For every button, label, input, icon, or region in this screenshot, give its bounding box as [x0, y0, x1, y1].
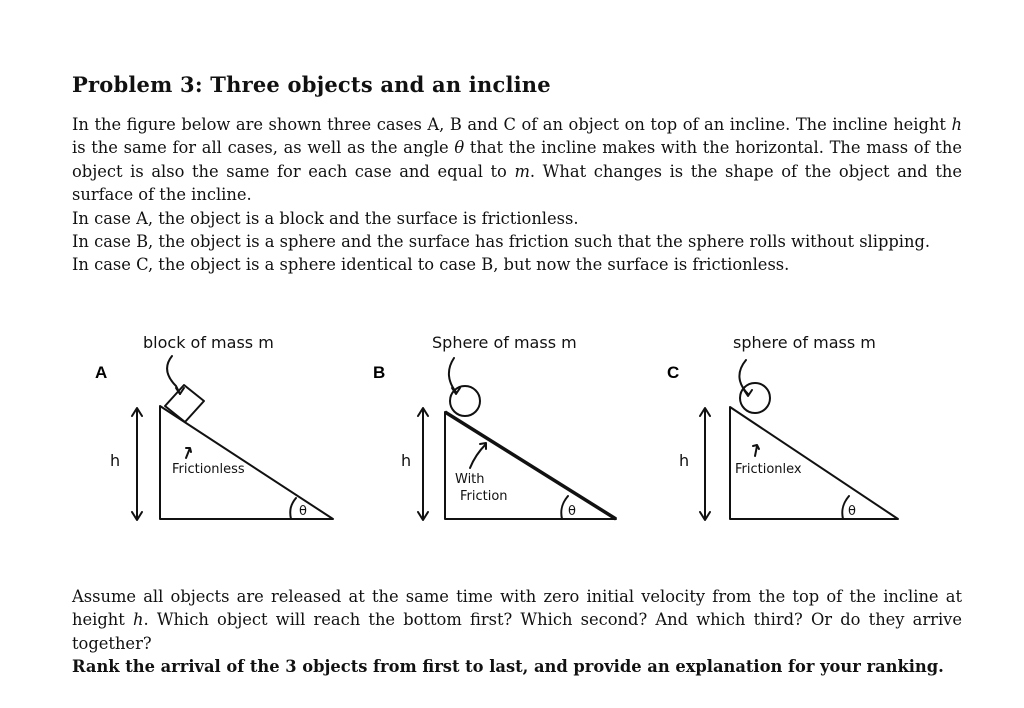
case-a-surface-pointer: [186, 448, 191, 458]
case-a-angle-label: θ: [299, 504, 307, 519]
question-var-h: h: [132, 610, 144, 630]
case-b-angle-label: θ: [568, 504, 576, 519]
case-a-letter: A: [95, 363, 108, 382]
case-a-object-pointer: [167, 356, 180, 394]
intro-var-h: h: [951, 115, 962, 134]
case-b-object-pointer: [449, 358, 456, 392]
case-b-height-label: h: [401, 451, 412, 470]
intro-var-theta: θ: [454, 138, 465, 158]
intro-var-m: m: [514, 161, 530, 181]
question-text-2: . Which object will reach the bottom first? Which second? And which third? Or do they arrive together?: [72, 610, 962, 653]
case-b-diagram: [373, 333, 616, 520]
case-c-surface-pointer: [753, 445, 759, 456]
problem-title: Problem 3: Three objects and an incline: [72, 72, 551, 97]
case-c-surface-label: Frictionlex: [735, 462, 802, 477]
case-b-surface-label-2: Friction: [460, 489, 508, 504]
case-b-surface-label-1: With: [455, 472, 485, 487]
question-text-1: Assume all objects are released at the same time with zero initial velocity from the top of the incline at height: [72, 587, 962, 630]
case-b-letter: B: [373, 363, 386, 382]
case-b-object-label: Sphere of mass m: [432, 333, 577, 352]
case-c-object-label: sphere of mass m: [733, 333, 876, 352]
case-c-sphere: [740, 383, 770, 413]
case-b-surface-pointer: [470, 443, 486, 468]
problem-question: [72, 585, 962, 679]
problem-intro: [72, 113, 962, 277]
case-c-angle-label: θ: [848, 504, 856, 519]
intro-text-3: that the incline makes with the horizontal. The mass of the object is also the same for each case and equal to: [72, 138, 962, 181]
case-a-diagram: [95, 333, 333, 520]
case-a-angle-arc: [290, 498, 296, 519]
case-b-angle-arc: [561, 496, 568, 519]
intro-text-2: is the same for all cases, as well as the angle: [72, 138, 455, 158]
case-a-height-label: h: [110, 451, 121, 470]
case-c-diagram: [667, 333, 898, 520]
case-b-description: In case B, the object is a sphere and the surface has friction such that the sphere rolls without slipping.: [72, 232, 931, 252]
question-task: Rank the arrival of the 3 objects from first to last, and provide an explanation for your ranking.: [72, 657, 944, 677]
case-c-description: In case C, the object is a sphere identical to case B, but now the surface is frictionless.: [72, 255, 790, 275]
intro-text-4: . What changes is the shape of the object and the surface of the incline.: [72, 161, 962, 205]
case-a-description: In case A, the object is a block and the surface is frictionless.: [72, 208, 579, 228]
case-c-letter: C: [667, 363, 680, 382]
intro-text-1: In the figure below are shown three cases A, B and C of an object on top of an incline. The incline height: [72, 115, 952, 134]
incline-figure: [0, 318, 1024, 550]
case-c-height-label: h: [679, 451, 690, 470]
case-a-surface-label: Frictionless: [172, 462, 245, 477]
case-b-sphere: [450, 386, 480, 416]
case-a-block: [165, 385, 204, 422]
case-a-object-label: block of mass m: [143, 333, 274, 352]
